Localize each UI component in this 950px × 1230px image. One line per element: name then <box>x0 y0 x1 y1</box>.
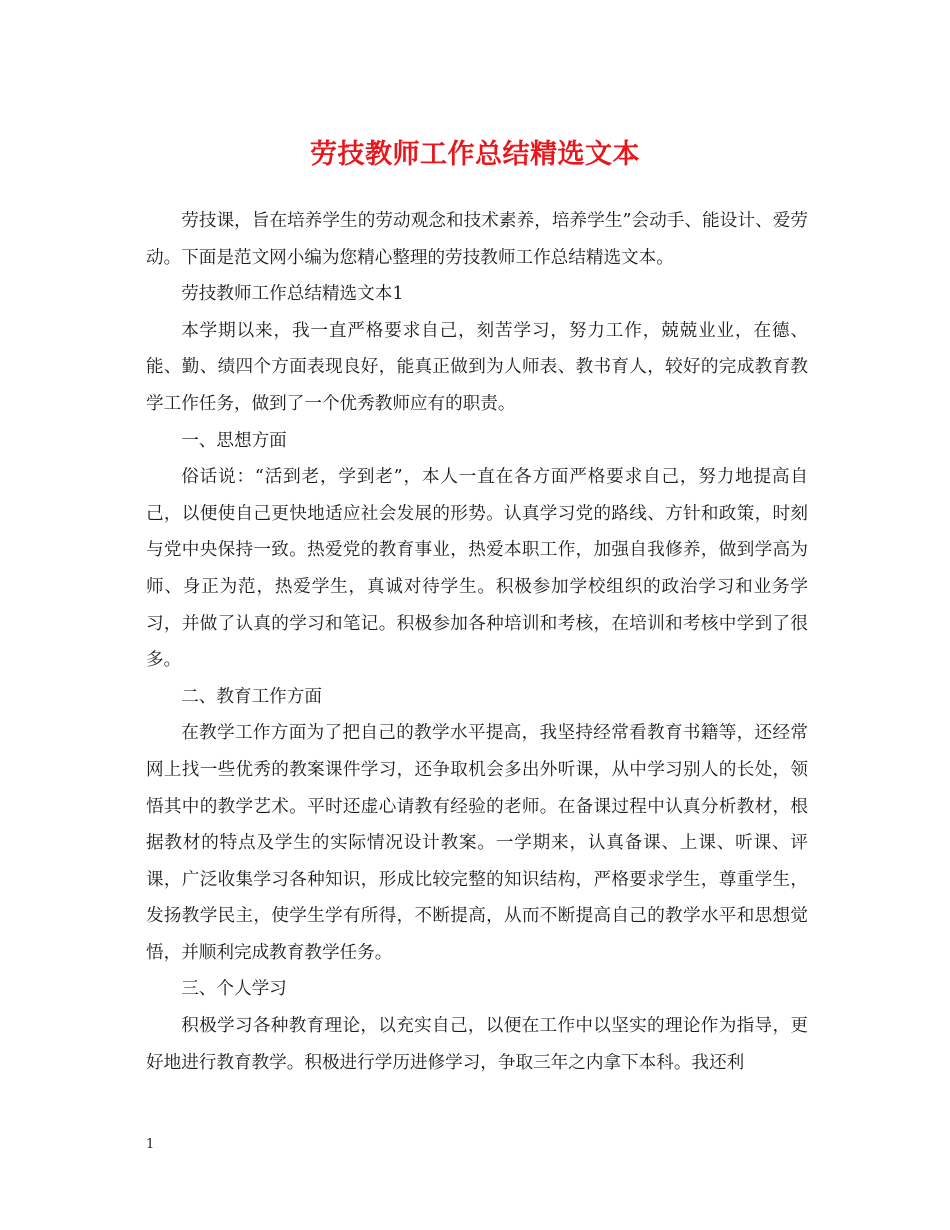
body-paragraph: 俗话说：“活到老，学到老”，本人一直在各方面严格要求自己，努力地提高自己，以便使自己更快地适应社会发展的形势。认真学习党的路线、方针和政策，时刻与党中央保持一致。热爱党的教育事业，热爱本职工作，加强自我修养，做到学高为师、身正为范，热爱学生，真诚对待学生。积极参加学校组织的政治学习和业务学习，并做了认真的学习和笔记。积极参加各种培训和考核，在培训和考核中学到了很多。 <box>146 467 808 671</box>
document-body <box>146 203 808 1081</box>
section-heading: 劳技教师工作总结精选文本1 <box>181 284 404 305</box>
document-title: 劳技教师工作总结精选文本 <box>310 139 640 170</box>
body-paragraph: 在教学工作方面为了把自己的教学水平提高，我坚持经常看教育书籍等，还经常网上找一些优秀的教案课件学习，还争取机会多出外听课，从中学习别人的长处，领悟其中的教学艺术。平时还虚心请教有经验的老师。在备课过程中认真分析教材，根据教材的特点及学生的实际情况设计教案。一学期来，认真备课、上课、听课、评课，广泛收集学习各种知识，形成比较完整的知识结构，严格要求学生，尊重学生，发扬教学民主，使学生学有所得，不断提高，从而不断提高自己的教学水平和思想觉悟，并顺利完成教育教学任务。 <box>146 723 808 963</box>
section-heading: 一、思想方面 <box>181 430 287 451</box>
intro-paragraph: 劳技课，旨在培养学生的劳动观念和技术素养，培养学生”会动手、能设计、爱劳动。下面是范文网小编为您精心整理的劳技教师工作总结精选文本。 <box>146 211 808 268</box>
body-paragraph: 积极学习各种教育理论，以充实自己，以便在工作中以坚实的理论作为指导，更好地进行教育教学。积极进行学历进修学习，争取三年之内拿下本科。我还利 <box>146 1016 808 1073</box>
body-paragraph: 本学期以来，我一直严格要求自己，刻苦学习，努力工作，兢兢业业，在德、能、勤、绩四个方面表现良好，能真正做到为人师表、教书育人，较好的完成教育教学工作任务，做到了一个优秀教师应有的职责。 <box>146 320 808 414</box>
section-heading: 三、个人学习 <box>181 979 287 1000</box>
section-heading: 二、教育工作方面 <box>181 686 322 707</box>
page-number: 1 <box>146 1137 155 1152</box>
